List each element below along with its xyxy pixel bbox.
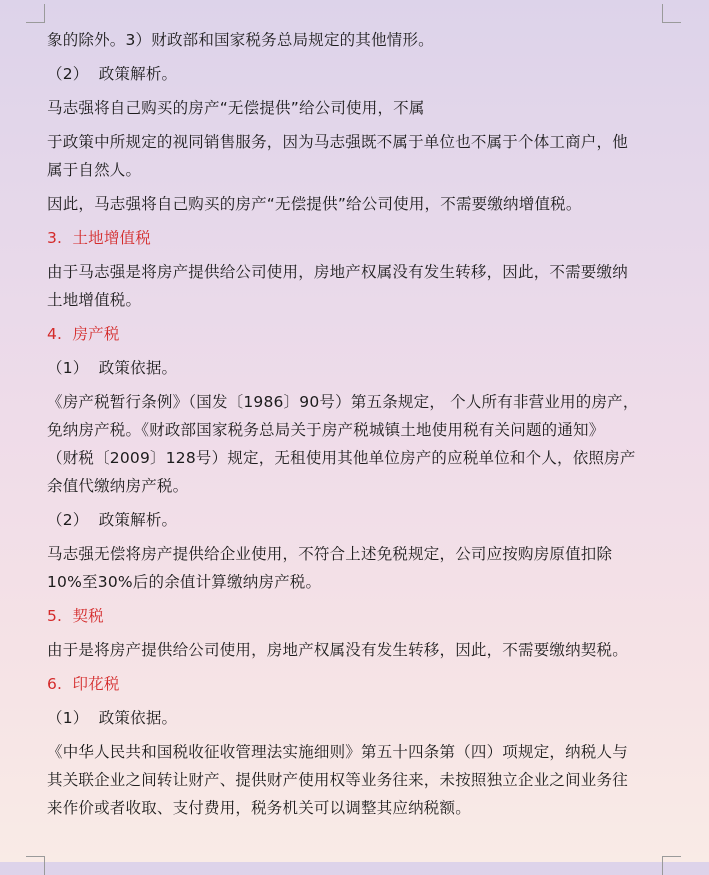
paragraph	[47, 738, 667, 822]
text-line: 象的除外。3）财政部和国家税务总局规定的其他情形。	[47, 31, 434, 49]
section-heading	[47, 320, 667, 348]
paragraph	[47, 60, 667, 88]
text-line: 《中华人民共和国税收征收管理法实施细则》第五十四条第（四）项规定，纳税人与	[47, 743, 628, 761]
paragraph	[47, 258, 667, 314]
paragraph	[47, 704, 667, 732]
text-line: （2） 政策解析。	[47, 511, 178, 529]
text-line: 10%至30%后的余值计算缴纳房产税。	[47, 573, 322, 591]
text-line: 属于自然人。	[47, 161, 142, 179]
paragraph	[47, 94, 667, 122]
section-heading	[47, 670, 667, 698]
text-line: 5. 契税	[47, 607, 104, 625]
text-line: 余值代缴纳房产税。	[47, 477, 189, 495]
section-heading	[47, 224, 667, 252]
paragraph	[47, 354, 667, 382]
page-corner-mark-top-left	[26, 4, 45, 23]
text-line: 土地增值税。	[47, 291, 142, 309]
text-line: 3. 土地增值税	[47, 229, 151, 247]
document-body[interactable]	[47, 26, 667, 828]
text-line: 由于是将房产提供给公司使用，房地产权属没有发生转移，因此，不需要缴纳契税。	[47, 641, 628, 659]
text-line: 因此，马志强将自己购买的房产“无偿提供”给公司使用，不需要缴纳增值税。	[47, 195, 582, 213]
text-line: 由于马志强是将房产提供给公司使用，房地产权属没有发生转移，因此，不需要缴纳	[47, 263, 628, 281]
text-line: 6. 印花税	[47, 675, 120, 693]
text-line: 于政策中所规定的视同销售服务，因为马志强既不属于单位也不属于个体工商户，他	[47, 133, 628, 151]
page-corner-mark-top-right	[662, 4, 681, 23]
section-heading	[47, 602, 667, 630]
paragraph	[47, 540, 667, 596]
paragraph	[47, 636, 667, 664]
text-line: 免纳房产税。《财政部国家税务总局关于房产税城镇土地使用税有关问题的通知》	[47, 421, 605, 439]
text-line: 来作价或者收取、支付费用，税务机关可以调整其应纳税额。	[47, 799, 471, 817]
text-line: 《房产税暂行条例》（国发〔1986〕90号）第五条规定， 个人所有非营业用的房产，	[47, 393, 639, 411]
text-line: （财税〔2009〕128号）规定，无租使用其他单位房产的应税单位和个人，依照房产	[47, 449, 636, 467]
page-corner-mark-bottom-right	[662, 856, 681, 875]
text-line: 其关联企业之间转让财产、提供财产使用权等业务往来，未按照独立企业之间业务往	[47, 771, 628, 789]
paragraph	[47, 26, 667, 54]
paragraph	[47, 388, 667, 500]
paragraph	[47, 128, 667, 184]
paragraph	[47, 506, 667, 534]
text-line: 马志强无偿将房产提供给企业使用，不符合上述免税规定，公司应按购房原值扣除	[47, 545, 613, 563]
paragraph	[47, 190, 667, 218]
text-line: （1） 政策依据。	[47, 359, 178, 377]
text-line: 4. 房产税	[47, 325, 120, 343]
text-line: 马志强将自己购买的房产“无偿提供”给公司使用，不属	[47, 99, 425, 117]
text-line: （1） 政策依据。	[47, 709, 178, 727]
page-corner-mark-bottom-left	[26, 856, 45, 875]
text-line: （2） 政策解析。	[47, 65, 178, 83]
